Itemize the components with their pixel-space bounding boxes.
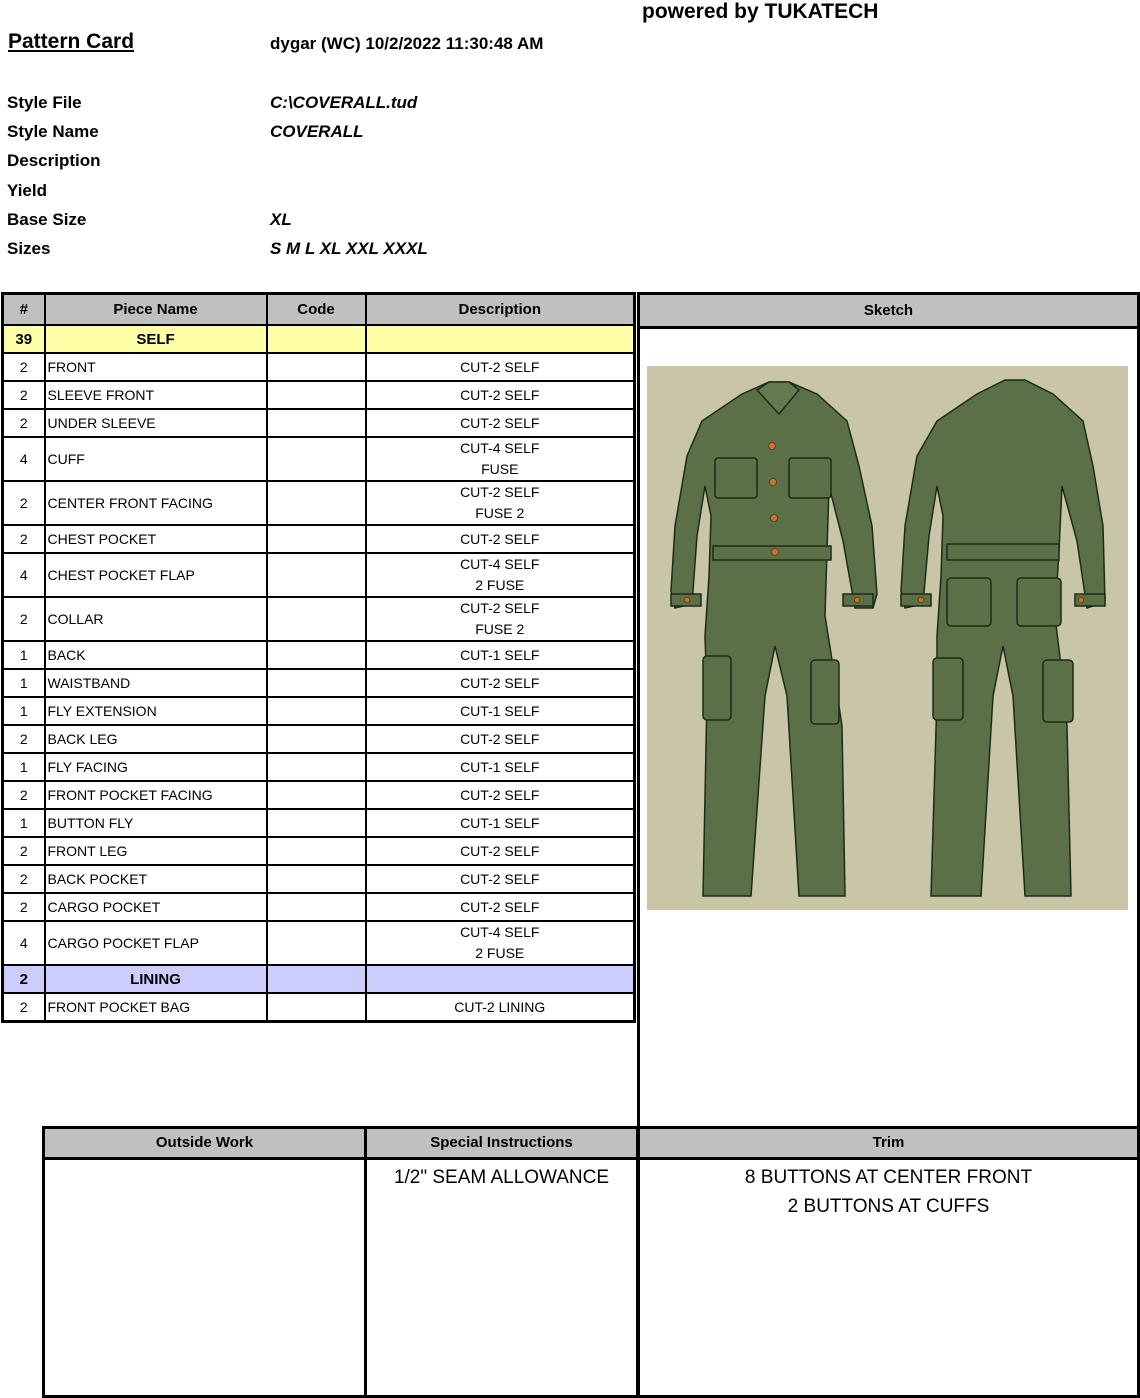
description-line: CUT-2 SELF bbox=[460, 386, 540, 403]
description-line: CUT-2 SELF bbox=[460, 600, 540, 616]
piece-description bbox=[366, 837, 635, 865]
table-row bbox=[3, 865, 635, 893]
piece-name: FRONT LEG bbox=[45, 837, 267, 865]
piece-description bbox=[366, 865, 635, 893]
piece-qty: 2 bbox=[3, 865, 45, 893]
sizes-label: Sizes bbox=[7, 239, 51, 258]
piece-description bbox=[366, 481, 635, 525]
table-row bbox=[3, 921, 635, 965]
piece-qty: 2 bbox=[3, 381, 45, 409]
table-row bbox=[3, 437, 635, 481]
yield-label: Yield bbox=[7, 181, 47, 200]
table-row bbox=[3, 809, 635, 837]
coverall-sketch-image bbox=[647, 366, 1128, 910]
piece-description bbox=[366, 437, 635, 481]
description-line: 2 FUSE bbox=[475, 577, 525, 593]
piece-code bbox=[267, 669, 366, 697]
table-row bbox=[3, 409, 635, 437]
table-row bbox=[3, 353, 635, 381]
description-line: CUT-4 SELF bbox=[460, 924, 540, 940]
style-file-label: Style File bbox=[7, 93, 82, 112]
piece-qty: 2 bbox=[3, 353, 45, 381]
description-line: FUSE 2 bbox=[475, 621, 525, 637]
style-name-label: Style Name bbox=[7, 122, 99, 141]
special-instructions-header: Special Instructions bbox=[367, 1129, 636, 1160]
col-header-num: # bbox=[3, 294, 45, 326]
table-row bbox=[3, 381, 635, 409]
piece-description bbox=[366, 525, 635, 553]
description-line: CUT-2 SELF bbox=[460, 786, 540, 803]
trim-panel bbox=[637, 1126, 1140, 1398]
special-instructions-panel bbox=[364, 1126, 639, 1398]
piece-name: CARGO POCKET FLAP bbox=[45, 921, 267, 965]
piece-code bbox=[267, 597, 366, 641]
description-line: CUT-2 SELF bbox=[460, 898, 540, 915]
user-timestamp: dygar (WC) 10/2/2022 11:30:48 AM bbox=[270, 34, 544, 53]
piece-name: FRONT POCKET BAG bbox=[45, 993, 267, 1022]
piece-name: CENTER FRONT FACING bbox=[45, 481, 267, 525]
piece-code bbox=[267, 725, 366, 753]
piece-code bbox=[267, 697, 366, 725]
description-line: CUT-2 LINING bbox=[454, 998, 546, 1015]
table-row bbox=[3, 553, 635, 597]
powered-by-label: powered by TUKATECH bbox=[642, 0, 879, 23]
group-row-self bbox=[3, 325, 635, 353]
piece-code bbox=[267, 921, 366, 965]
piece-qty: 1 bbox=[3, 641, 45, 669]
description-line: CUT-1 SELF bbox=[460, 814, 540, 831]
piece-description bbox=[366, 725, 635, 753]
group-count: 39 bbox=[3, 325, 45, 353]
trim-line: 2 BUTTONS AT CUFFS bbox=[787, 1196, 990, 1217]
piece-description bbox=[366, 697, 635, 725]
piece-description bbox=[366, 753, 635, 781]
table-row bbox=[3, 525, 635, 553]
piece-name: BACK POCKET bbox=[45, 865, 267, 893]
piece-description bbox=[366, 641, 635, 669]
piece-code bbox=[267, 409, 366, 437]
group-count: 2 bbox=[3, 965, 45, 993]
piece-name: CARGO POCKET bbox=[45, 893, 267, 921]
description-line: CUT-2 SELF bbox=[460, 842, 540, 859]
description-line: CUT-2 SELF bbox=[460, 674, 540, 691]
piece-qty: 2 bbox=[3, 481, 45, 525]
piece-name: CUFF bbox=[45, 437, 267, 481]
piece-name: FLY EXTENSION bbox=[45, 697, 267, 725]
piece-description bbox=[366, 409, 635, 437]
piece-description bbox=[366, 809, 635, 837]
group-desc bbox=[366, 325, 635, 353]
piece-qty: 1 bbox=[3, 753, 45, 781]
piece-qty: 2 bbox=[3, 837, 45, 865]
piece-description bbox=[366, 993, 635, 1022]
table-row bbox=[3, 837, 635, 865]
base-size-value: XL bbox=[270, 210, 292, 229]
piece-name: BACK LEG bbox=[45, 725, 267, 753]
piece-code bbox=[267, 993, 366, 1022]
col-header-description: Description bbox=[366, 294, 635, 326]
piece-code bbox=[267, 837, 366, 865]
piece-qty: 2 bbox=[3, 781, 45, 809]
group-code bbox=[267, 325, 366, 353]
table-row bbox=[3, 753, 635, 781]
pieces-table bbox=[1, 292, 636, 1023]
outside-work-panel bbox=[42, 1126, 367, 1398]
piece-name: COLLAR bbox=[45, 597, 267, 641]
sizes-value: S M L XL XXL XXXL bbox=[270, 239, 428, 258]
description-line: CUT-2 SELF bbox=[460, 484, 540, 500]
piece-name: CHEST POCKET FLAP bbox=[45, 553, 267, 597]
trim-line: 8 BUTTONS AT CENTER FRONT bbox=[744, 1167, 1033, 1188]
piece-code bbox=[267, 753, 366, 781]
style-name-value: COVERALL bbox=[270, 122, 364, 141]
piece-description bbox=[366, 381, 635, 409]
table-row bbox=[3, 781, 635, 809]
style-file-value: C:\COVERALL.tud bbox=[270, 93, 418, 112]
outside-work-header: Outside Work bbox=[45, 1129, 364, 1160]
piece-code bbox=[267, 865, 366, 893]
piece-name: BACK bbox=[45, 641, 267, 669]
piece-qty: 2 bbox=[3, 893, 45, 921]
piece-qty: 1 bbox=[3, 669, 45, 697]
sketch-panel bbox=[637, 292, 1140, 1129]
piece-code bbox=[267, 525, 366, 553]
piece-description bbox=[366, 353, 635, 381]
piece-description bbox=[366, 781, 635, 809]
piece-qty: 4 bbox=[3, 921, 45, 965]
description-line: CUT-2 SELF bbox=[460, 730, 540, 747]
piece-qty: 2 bbox=[3, 597, 45, 641]
table-row bbox=[3, 893, 635, 921]
table-row bbox=[3, 725, 635, 753]
piece-code bbox=[267, 809, 366, 837]
table-row bbox=[3, 481, 635, 525]
col-header-piece-name: Piece Name bbox=[45, 294, 267, 326]
piece-name: CHEST POCKET bbox=[45, 525, 267, 553]
piece-description bbox=[366, 597, 635, 641]
description-line: CUT-1 SELF bbox=[460, 758, 540, 775]
piece-code bbox=[267, 353, 366, 381]
group-desc bbox=[366, 965, 635, 993]
piece-name: FRONT bbox=[45, 353, 267, 381]
table-row bbox=[3, 641, 635, 669]
base-size-label: Base Size bbox=[7, 210, 87, 229]
page-title: Pattern Card bbox=[8, 30, 135, 53]
piece-code bbox=[267, 641, 366, 669]
piece-description bbox=[366, 921, 635, 965]
description-line: CUT-2 SELF bbox=[460, 530, 540, 547]
sketch-header: Sketch bbox=[640, 295, 1137, 329]
description-line: CUT-4 SELF bbox=[460, 440, 540, 456]
table-row bbox=[3, 669, 635, 697]
piece-description bbox=[366, 669, 635, 697]
pieces-body bbox=[3, 325, 635, 1022]
piece-name: BUTTON FLY bbox=[45, 809, 267, 837]
special-instructions-body bbox=[367, 1163, 636, 1192]
description-line: CUT-2 SELF bbox=[460, 870, 540, 887]
piece-qty: 4 bbox=[3, 553, 45, 597]
piece-code bbox=[267, 893, 366, 921]
piece-qty: 1 bbox=[3, 697, 45, 725]
table-row bbox=[3, 697, 635, 725]
description-line: 2 FUSE bbox=[475, 945, 525, 961]
group-name: SELF bbox=[45, 325, 267, 353]
piece-code bbox=[267, 553, 366, 597]
description-line: CUT-4 SELF bbox=[460, 556, 540, 572]
piece-name: SLEEVE FRONT bbox=[45, 381, 267, 409]
piece-name: FRONT POCKET FACING bbox=[45, 781, 267, 809]
special-instruction-line: 1/2" SEAM ALLOWANCE bbox=[393, 1167, 610, 1188]
piece-code bbox=[267, 381, 366, 409]
piece-description bbox=[366, 553, 635, 597]
piece-description bbox=[366, 893, 635, 921]
piece-qty: 4 bbox=[3, 437, 45, 481]
description-line: CUT-2 SELF bbox=[460, 414, 540, 431]
piece-name: FLY FACING bbox=[45, 753, 267, 781]
piece-qty: 2 bbox=[3, 993, 45, 1022]
trim-header: Trim bbox=[640, 1129, 1137, 1160]
description-label: Description bbox=[7, 151, 101, 170]
piece-code bbox=[267, 437, 366, 481]
col-header-code: Code bbox=[267, 294, 366, 326]
piece-qty: 2 bbox=[3, 725, 45, 753]
description-line: FUSE bbox=[481, 461, 519, 477]
description-line: FUSE 2 bbox=[475, 505, 525, 521]
trim-body bbox=[640, 1163, 1137, 1221]
piece-name: WAISTBAND bbox=[45, 669, 267, 697]
description-line: CUT-1 SELF bbox=[460, 646, 540, 663]
piece-code bbox=[267, 481, 366, 525]
table-row bbox=[3, 993, 635, 1022]
piece-qty: 2 bbox=[3, 409, 45, 437]
description-line: CUT-2 SELF bbox=[460, 358, 540, 375]
description-line: CUT-1 SELF bbox=[460, 702, 540, 719]
piece-qty: 1 bbox=[3, 809, 45, 837]
group-row-lining bbox=[3, 965, 635, 993]
group-name: LINING bbox=[45, 965, 267, 993]
piece-name: UNDER SLEEVE bbox=[45, 409, 267, 437]
group-code bbox=[267, 965, 366, 993]
table-row bbox=[3, 597, 635, 641]
piece-qty: 2 bbox=[3, 525, 45, 553]
piece-code bbox=[267, 781, 366, 809]
